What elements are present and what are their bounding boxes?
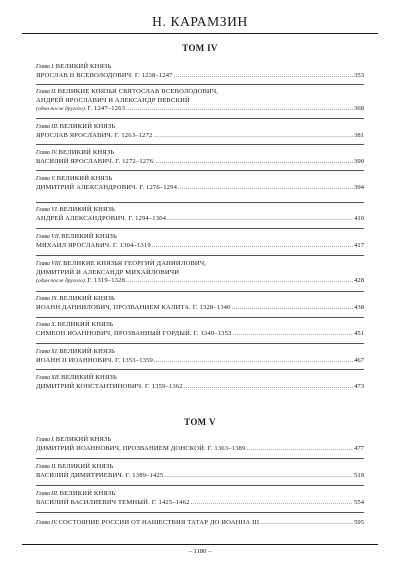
toc-entry[interactable] — [36, 260, 364, 286]
entry-heading: ВЕЛИКИЙ КНЯЗЬ — [61, 233, 117, 240]
entry-years: Г. 1247–1263 — [87, 105, 126, 113]
page-number: 438 — [354, 303, 364, 311]
entry-heading: ВЕЛИКИЙ КНЯЗЬ — [55, 63, 112, 70]
divider — [36, 228, 364, 229]
dot-leader — [156, 158, 353, 167]
entry-note: (один после другого). — [36, 278, 87, 285]
toc-entry[interactable] — [36, 490, 364, 507]
divider — [36, 485, 364, 486]
chapter-number: Глава VIII. — [36, 261, 63, 267]
chapter-number: Глава XI. — [36, 349, 59, 355]
dot-leader — [152, 242, 353, 251]
entry-title: ЯРОСЛАВ II ВСЕВОЛОДОВИЧ. Г. 1238–1247 — [36, 71, 173, 79]
page-number: 451 — [354, 329, 364, 337]
dot-leader — [153, 132, 353, 141]
page-footer — [22, 544, 378, 555]
page-number: 428 — [354, 277, 364, 285]
page-number: 394 — [354, 183, 364, 191]
entry-title: ЯРОСЛАВ ЯРОСЛАВИЧ. Г. 1263–1272 — [36, 131, 153, 139]
dot-leader — [184, 383, 353, 392]
divider — [36, 144, 364, 145]
page-number: 595 — [354, 519, 364, 526]
chapter-number: Глава X. — [36, 322, 57, 328]
dot-leader — [178, 184, 353, 193]
page-number: 417 — [354, 241, 364, 249]
entry-title: ВАСИЛИЙ ВАСИЛИЕВИЧ ТЕМНЫЙ. Г. 1425–1462 — [36, 498, 190, 506]
page-number: 467 — [354, 356, 364, 364]
folio-number: – 1180 – — [188, 548, 212, 555]
toc-entry[interactable] — [36, 295, 364, 312]
entry-heading: ВЕЛИКИЕ КНЯЗЬЯ ГЕОРГИЙ ДАНИИЛОВИЧ, — [63, 260, 207, 267]
chapter-number: Глава I. — [36, 437, 55, 443]
divider — [36, 118, 364, 119]
entry-heading: ВЕЛИКИЙ КНЯЗЬ — [59, 490, 116, 497]
toc-entry[interactable] — [36, 374, 364, 391]
divider — [36, 170, 364, 171]
entry-title: ВАСИЛИЙ ЯРОСЛАВИЧ. Г. 1272–1276. — [36, 157, 155, 165]
chapter-number: Глава I. — [36, 64, 55, 70]
entry-heading: ВЕЛИКИЙ КНЯЗЬ — [59, 348, 115, 355]
dot-leader — [126, 105, 353, 114]
page-number: 473 — [354, 382, 364, 390]
entry-note: (один после другого). — [36, 106, 87, 113]
entry-title: ДИМИТРИЙ ИОАННОВИЧ, ПРОЗВАНИЕМ ДОНСКОЙ. Г. 1363–1389 — [36, 444, 246, 452]
entry-heading: ВЕЛИКИЙ КНЯЗЬ — [61, 374, 117, 381]
running-header: Н. КАРАМЗИН — [22, 14, 378, 34]
divider — [36, 343, 364, 344]
toc-entry[interactable] — [36, 348, 364, 365]
page-number: 477 — [354, 444, 364, 452]
page-number: 390 — [354, 157, 364, 165]
entry-title: ИОАНН ДАНИИЛОВИЧ, ПРОЗВАНИЕМ КАЛИТА. Г. 1328–1340 — [36, 303, 231, 311]
entry-title: ИОАНН II ИОАННОВИЧ. Г. 1353–1359 — [36, 356, 153, 364]
divider — [36, 202, 364, 203]
entry-heading: ВЕЛИКИЙ КНЯЗЬ — [55, 436, 112, 443]
toc-entry[interactable] — [36, 463, 364, 480]
entry-heading: ВЕЛИКИЙ КНЯЗЬ — [59, 123, 116, 130]
page-number: 518 — [354, 471, 364, 479]
volume-title: ТОМ V — [184, 417, 216, 427]
page-number: 381 — [354, 131, 364, 139]
chapter-number: Глава IX. — [36, 296, 59, 302]
dot-leader — [246, 445, 353, 454]
divider — [36, 317, 364, 318]
page-number: 554 — [354, 498, 364, 506]
dot-leader — [126, 277, 353, 286]
page-number: 410 — [354, 214, 364, 222]
toc-entry[interactable] — [36, 175, 364, 192]
divider — [36, 512, 364, 513]
entry-years: Г. 1319–1328 — [87, 277, 126, 285]
chapter-number: Глава II. — [36, 89, 57, 95]
divider — [36, 255, 364, 256]
dot-leader — [174, 72, 353, 81]
entry-heading: ВЕЛИКИЙ КНЯЗЬ — [59, 206, 115, 213]
entry-title: ВАСИЛИЙ ДИМИТРИЕВИЧ. Г. 1389–1425 — [36, 471, 164, 479]
toc-entry[interactable] — [36, 233, 364, 250]
dot-leader — [167, 215, 353, 224]
dot-leader — [260, 519, 353, 528]
chapter-number: Глава XII. — [36, 375, 61, 381]
entry-heading: ДИМИТРИЙ И АЛЕКСАНДР МИХАЙЛОВИЧИ — [36, 268, 180, 276]
chapter-number: Глава IV. — [36, 150, 58, 156]
volume-title: ТОМ IV — [182, 43, 218, 53]
chapter-number: Глава VII. — [36, 234, 61, 240]
toc-entry[interactable] — [36, 436, 364, 453]
entry-heading: ВЕЛИКИЙ КНЯЗЬ — [57, 321, 114, 328]
entry-title: ДИМИТРИЙ АЛЕКСАНДРОВИЧ. Г. 1276–1294 — [36, 183, 178, 191]
divider — [36, 458, 364, 459]
entry-title: ДИМИТРИЙ КОНСТАНТИНОВИЧ. Г. 1359–1362 — [36, 382, 183, 390]
entry-heading: АНДРЕЙ ЯРОСЛАВИЧ И АЛЕКСАНДР НЕВСКИЙ — [36, 96, 190, 104]
chapter-number: Глава III. — [36, 491, 59, 497]
page-number: 368 — [354, 105, 364, 113]
entry-title: АНДРЕЙ АЛЕКСАНДРОВИЧ. Г. 1294–1304 — [36, 214, 167, 222]
entry-heading: ВЕЛИКИЙ КНЯЗЬ — [58, 149, 115, 156]
divider — [36, 84, 364, 85]
entry-title: СИМЕОН ИОАННОВИЧ, ПРОЗВАННЫЙ ГОРДЫЙ. Г. 1340–1353 — [36, 329, 232, 337]
toc-entry[interactable] — [36, 206, 364, 223]
chapter-number: Глава II. — [36, 464, 57, 470]
chapter-number: Глава VI. — [36, 207, 59, 213]
entry-title: СОСТОЯНИЕ РОССИИ ОТ НАШЕСТВИЯ ТАТАР ДО ИОАННА III — [58, 519, 260, 526]
entry-heading: ВЕЛИКИЙ КНЯЗЬ — [56, 175, 113, 182]
toc-entry[interactable] — [36, 88, 364, 114]
toc-entry[interactable] — [36, 519, 364, 528]
dot-leader — [164, 472, 353, 481]
toc-entry[interactable] — [36, 321, 364, 338]
entry-heading: ВЕЛИКИЙ КНЯЗЬ — [57, 463, 114, 470]
chapter-number: Глава V. — [36, 176, 56, 182]
toc-entry[interactable] — [36, 149, 364, 166]
entry-heading: ВЕЛИКИЙ КНЯЗЬ — [59, 295, 115, 302]
toc-entry[interactable] — [36, 63, 364, 80]
dot-leader — [232, 330, 353, 339]
dot-leader — [154, 357, 353, 366]
chapter-number: Глава III. — [36, 124, 59, 130]
entry-title: МИХАИЛ ЯРОСЛАВИЧ. Г. 1304–1319 — [36, 241, 151, 249]
divider — [36, 291, 364, 292]
divider — [36, 369, 364, 370]
dot-leader — [191, 499, 354, 508]
dot-leader — [232, 304, 354, 313]
page-number: 353 — [354, 71, 364, 79]
chapter-number: Глава IV. — [36, 520, 58, 526]
toc-entry[interactable] — [36, 123, 364, 140]
entry-heading: ВЕЛИКИЕ КНЯЗЬЯ СВЯТОСЛАВ ВСЕВОЛОДОВИЧ, — [57, 88, 219, 95]
